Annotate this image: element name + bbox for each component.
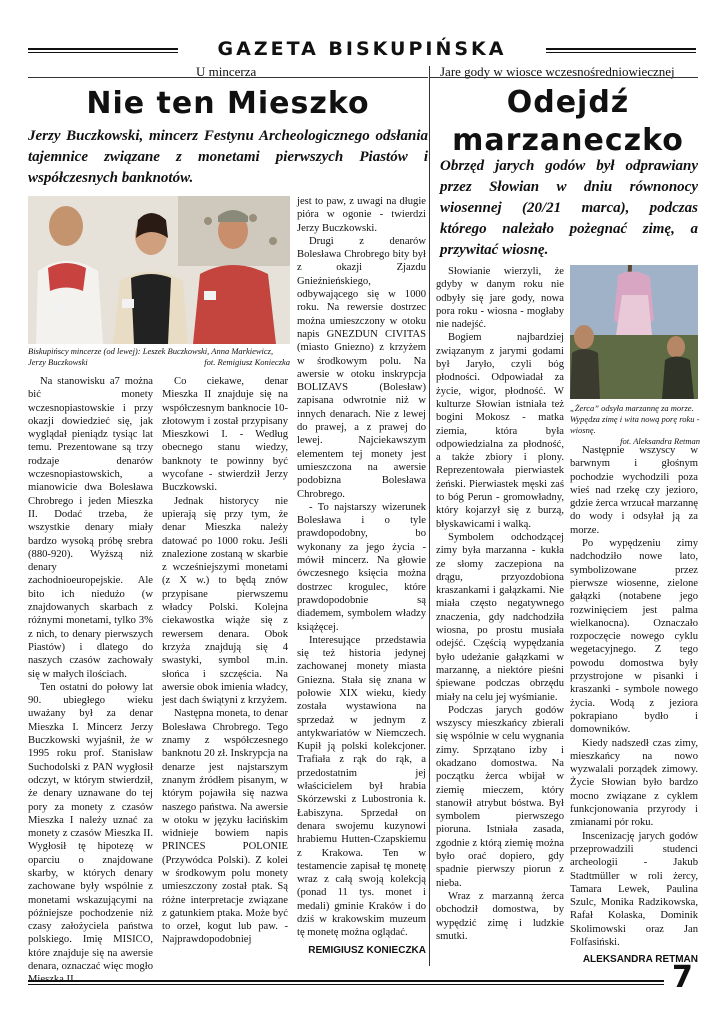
paragraph: Drugi z denarów Bolesława Chrobrego bity był z okazji Zjazdu Gnieźnieńskiego, odbywającego się w 1000 roku. Na rewersie dostrzec można umieszczony w otoku napis GNEZDUN CIVITAS (miasto Gniezno) z krzyżem w środkowym polu. Na awersie w otoku inskrypcja BOLIZAVS (Bolesław) zapisana odwrotnie niż w innych denarach. Nie z lewej do prawej, a z prawej do lewej. Najciekawszym elementem tej monety jest umieszczona na awersie podobizna Bolesława Chrobrego. [297,235,426,500]
left-lead: Jerzy Buczkowski, mincerz Festynu Archeologicznego odsłania tajemnice związane z monetami pierwszych Piastów i współczesnych banknotów. [28,128,428,186]
paragraph: Jednak historycy nie upierają się przy tym, że denar Mieszka należy datować po 1000 roku. Jeśli znalezione zostaną w skarbie z wcześniejszymi monetami (z X w.) to będą znów przypisane pierwszemu władcy Polski. Kolejna ciekawostka wiąże się z rewersem denara. Obok krzyża znajdują się 4 swastyki, symbol m.in. słońca i szczęścia. Na awersie obok imienia władcy, jest dach świątyni z krzyżem. [162,495,288,707]
right-headline-line-1: Odejdź [506,85,630,120]
right-article-column-2 [570,444,698,967]
right-headline [436,84,700,160]
paragraph: Bogiem najbardziej związanym z jarymi godami był Jaryło, czyli bóg płodności. Odpowiadał za życie, wigor, płodność. W kulturze Słowian istniała też bogini Mokosz - matka ziemia, która była odpowiedzialna za płodność, a także zbiory i plony. Reprezentowała pierwiastek żeński. Pierwiastek męski zaś to bóg Perun - gromowładny, który kojarzył się z burzą, błyskawicami i walką. [436,332,564,530]
right-rubric-line [430,77,698,78]
left-headline: Nie ten Mieszko [86,86,370,121]
right-signature: ALEKSANDRA RETMAN [582,954,698,966]
right-article-column-1 [436,265,564,943]
paragraph: Interesujące przedstawia się też historia jedynej zachowanej monety miasta Gniezna. Stała się znana w połowie XIX wieku, kiedy została wystawiona na sprzedaż w jednym z antykwariatów w Niemczech. Kupił ją polski kolekcjoner. Trafiała z rąk do rąk, a przedostatnim jej właścicielem był hrabia Skórzewski z Lubostronia k. Łabiszyna. Sprzedał on denara swojemu kuzynowi hrabiemu Hutten-Czapskiemu z Krakowa. Ten w testamencie zapisał tę monetę wraz z całą swoją kolekcją (ponad 11 tys. monet i medali) gminie Kraków i do dziś w krakowskim muzeum tę monetę można oglądać. [297,634,426,939]
paragraph: Ten ostatni do połowy lat 90. ubiegłego wieku uważany był za denar Mieszka I. Mincerz Jerzy Buczkowski wyjaśnił, że w 1995 roku prof. Stanisław Suchodolski z PAN wygłosił odczyt, w którym stwierdził, że denary uznawane do tej pory za monety z czasów Mieszka I należy uznać za monety z czasów Mieszka II. Wygłosił tę hipotezę w oparciu o znajdowane skarby, w których denary zachowane były wspólnie z monetami wskazującymi na późniejsze pochodzenie niż czasy założyciela państwa polskiego. Imię MISICO, które znajduje się na awersie denara, oznaczać więc mogło Mieszka II. [28,681,153,986]
paragraph: Wraz z marzanną żerca obchodził domostwa, by wypędzić zimę i ludzkie smutki. [436,890,564,942]
left-caption-text: Biskupińscy mincerze (od lewej): Leszek Buczkowski, Anna Markiewicz, Jerzy Buczkowski [28,346,274,367]
right-headline-line-2: marzaneczko [452,123,684,158]
left-rubric-line [28,77,428,78]
right-rubric: Jare gody w wiosce wczesnośredniowiecznej [440,64,675,79]
paragraph: Inscenizację jarych godów przeprowadzili studenci archeologii - Jakub Stadtmüller w roli żercy, Tamara Lewek, Paulina Szulc, Monika Radzikowska, Rafał Kolaska, Dominik Skolimowski oraz Jan Folfasiński. [570,830,698,948]
zerca-photo-illustration [570,265,698,399]
left-article-column-3 [297,195,426,957]
left-photo-caption [28,346,290,368]
paragraph: - To najstarszy wizerunek Bolesława i o tyle prawdopodobny, bo wykonany za jego życia - mówił mincerz. Na głowie ówczesnego księcia można dostrzec krogulec, które prawdopodobnie są diademem, symbolem władzy książęcej. [297,501,426,633]
right-caption-text: „Żerca” odsyła marzannę za morze. Wypędza zimę i wita nową porę roku - wiosnę. [570,403,700,435]
masthead [28,40,696,64]
masthead-rule-left [28,48,178,53]
masthead-rule-right [546,48,696,53]
footer-rule [28,980,664,985]
left-article-column-2 [162,375,288,947]
masthead-title: GAZETA BISKUPIŃSKA [217,38,507,60]
paragraph: Co ciekawe, denar Mieszka II znajduje się na współczesnym banknocie 10-złotowym i został przypisany Mieszkowi I. - Według obecnego stanu wiedzy, banknoty te powinny być wycofane - stwierdził Jerzy Buczkowski. [162,376,288,494]
zerca-photo [570,265,698,399]
paragraph: jest to paw, z uwagi na długie pióra w ogonie - twierdzi Jerzy Buczkowski. [297,196,426,234]
paragraph: Na stanowisku a7 można bić monety wczesnopiastowskie i przy okazji dowiedzieć się, jak wyglądał pieniądz tysiąc lat temu. Prezentowane są trzy rodzaje denarów wczesnopiastowskich, a mianowicie dwa Bolesława Chrobrego i jeden Mieszka II. Dodać trzeba, że wszystkie denary miały bardzo wysoką próbę srebra (880-920). Wyższą niż denary zachodnioeuropejskie. Ale bito ich niedużo (w znajdowanych skarbach z różnymi monetami, tylko 3% z nich, to denary pierwszych Piastów) i dlatego do naszych czasów zachowały się w małych ilościach. [28,376,153,680]
mincerze-photo [28,196,290,344]
paragraph: Symbolem odchodzącej zimy była marzanna - kukła ze słomy zaczepiona na drągu, przyozdobiona kraszankami i gałązkami. Nie miała często negatywnego znaczenia, gdy nadchodziła wiosna, po prostu musiała odejść. Częścią wypędzania było udeżanie gałązkami w marzannę, a niektóre pieśni śpiewane podczas obrzędu miały na celu jej wyśmianie. [436,531,564,703]
left-article-column-1 [28,375,153,987]
paragraph: Po wypędzeniu zimy nadchodziło nowe lato, symbolizowane przez pierwsze wiosenne, zielone gałązki (notabene jego rozwinięciem jest palma wielkanocna). Oznaczało rozpoczęcie nowego cyklu wegetacyjnego. Z tego powodu domostwa były przystrojone w pisanki i kraszanki - symbole nowego życia. Wodą z jeziora pokrapiano bydło i domowników. [570,538,698,736]
paragraph: Kiedy nadszedł czas zimy, mieszkańcy na nowo wyzwalali porządek zimowy. Życie Słowian było bardzo mocno związane z cyklem funkcjonowania przyrody i zmianami pór roku. [570,737,698,829]
left-photo-credit: fot. Remigiusz Konieczka [204,357,290,367]
paragraph: Następna moneta, to denar Bolesława Chrobrego. Tego znamy z współczesnego banknotu 20 zł. Inskrypcja na denarze jest najstarszym znanym źródłem pisanym, w którym pojawiła się nazwa naszego państwa. Na awersie w otoku w języku łacińskim widnieje bowiem napis PRINCES POLONIE (Przywódca Polski). Z kolei w środkowym polu monety umieszczony został ptak. Są różne interpretacje związane z gatunkiem ptaka. Może być to orzeł, kogut lub paw. - Najprawdopodobniej [162,708,288,946]
left-signature: REMIGIUSZ KONIECZKA [308,944,426,956]
paragraph: Słowianie wierzyli, że gdyby w danym roku nie odbyły się jare gody, nowa pora roku - wiosna - mogłaby nie nadejść. [436,266,564,331]
column-divider [429,66,430,966]
paragraph: Podczas jarych godów wszyscy mieszkańcy zbierali się wspólnie w celu wygnania zimy. Sprzątano izby i okadzano domostwa. Na początku żerca wbijał w ziemię mieczem, który stanowił atrybut bóstwa. Był symbolem pierwszego pioruna. Istniała zasada, zgodnie z którą ziemię można było orać dopiero, gdy spadnie pierwszy piorun z nieba. [436,704,564,889]
paragraph: Następnie wszyscy w barwnym i głośnym pochodzie wychodzili poza wieś nad rzekę czy jezioro, gdzie żerca wrzucał marzannę do wody i odsyłał ją za morze. [570,445,698,536]
right-photo-caption [570,403,700,447]
page-number: 7 [672,960,693,995]
mincerze-photo-illustration [28,196,290,344]
left-rubric: U mincerza [196,64,257,79]
right-photo-credit: fot. Aleksandra Retman [620,436,700,446]
right-lead: Obrzęd jarych godów był odprawiany przez Słowian w dniu równonocy wiosennej (20/21 marca), podczas którego należało pożegnać zimę, a przywitać wiosnę. [440,158,698,258]
